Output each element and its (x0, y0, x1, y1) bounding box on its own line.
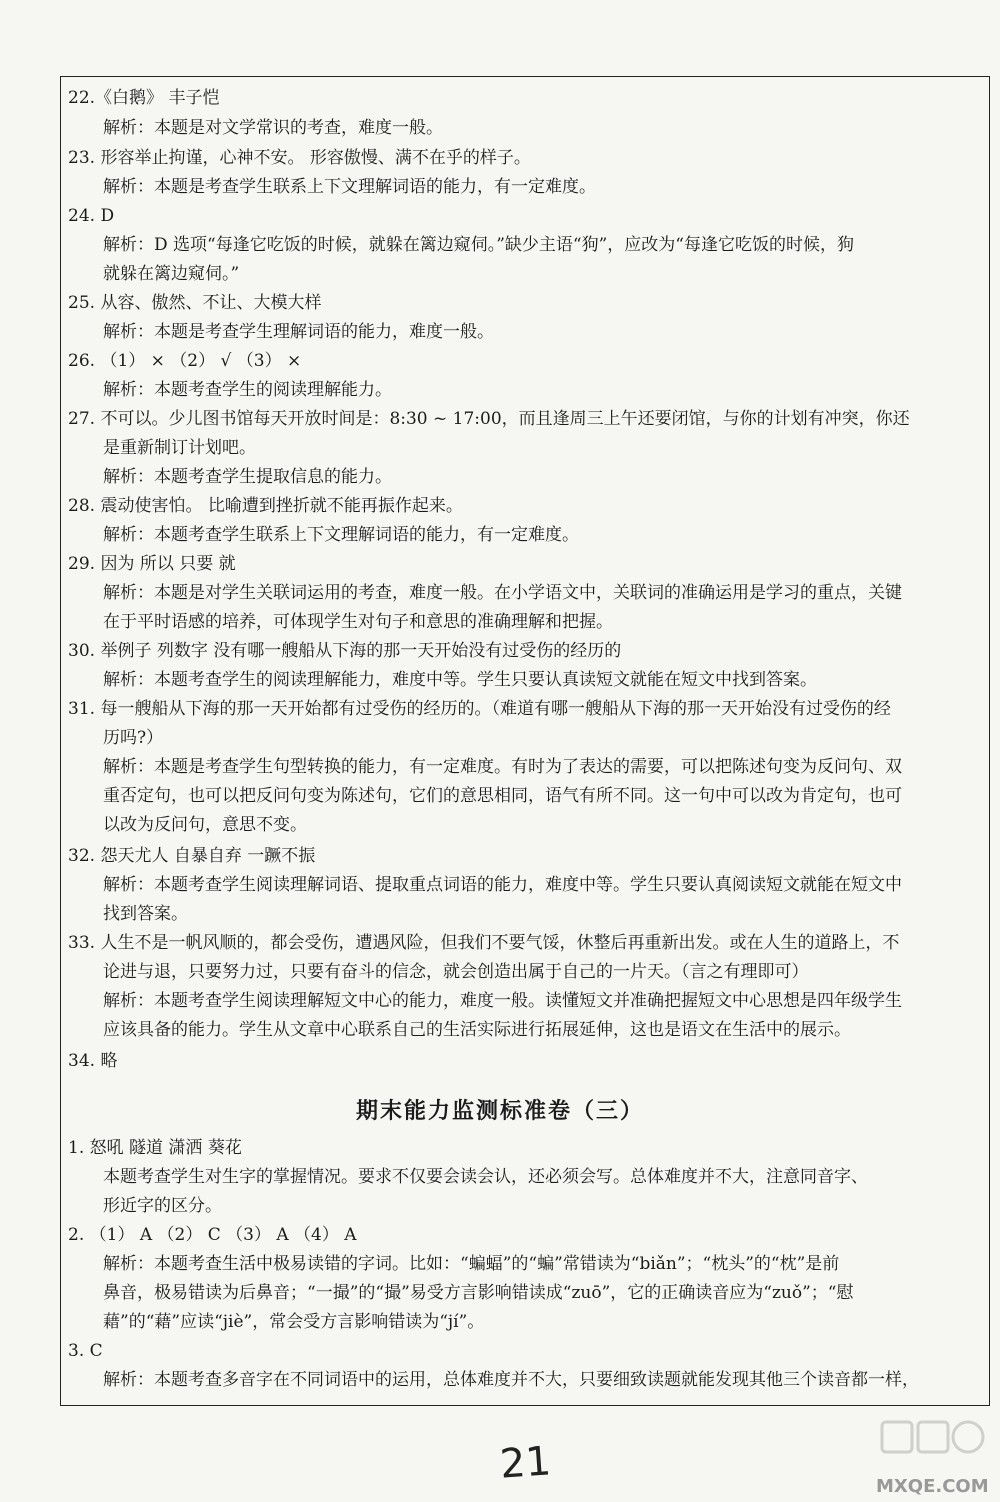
continuation-line: 历吗?） (103, 728, 164, 748)
continuation-line: 在于平时语感的培养，可体现学生对句子和意思的准确理解和把握。 (103, 612, 613, 632)
handwritten-page-number: 21 (498, 1438, 553, 1488)
answer-line: 3. C (68, 1341, 103, 1361)
explanation-line: 解析：本题是对学生关联词运用的考查，难度一般。在小学语文中，关联词的准确运用是学习的重点，关键 (103, 583, 902, 603)
answer-line: 26. （1） × （2） √ （3） × (68, 351, 302, 371)
answer-line: 32. 怨天尤人 自暴自弃 一蹶不振 (68, 846, 316, 866)
watermark-logo-icon (878, 1416, 988, 1476)
continuation-line: 藉”的“藉”应读“jiè”，常会受方言影响错读为“jí”。 (103, 1312, 485, 1332)
answer-line: 25. 从容、傲然、不让、大模大样 (68, 293, 322, 313)
explanation-line: 解析：本题考查学生阅读理解短文中心的能力，难度一般。读懂短文并准确把握短文中心思想是四年级学生 (103, 991, 902, 1011)
watermark-text: MXQE.COM (876, 1476, 989, 1497)
answer-line: 2. （1） A （2） C （3） A （4） A (68, 1225, 357, 1245)
continuation-line: 重否定句，也可以把反问句变为陈述句，它们的意思相同，语气有所不同。这一句中可以改为肯定句，也可 (103, 786, 902, 806)
explanation-line: 解析：本题考查学生提取信息的能力。 (103, 467, 392, 487)
answer-line: 33. 人生不是一帆风顺的，都会受伤，遭遇风险，但我们不要气馁，休整后再重新出发。或在人生的道路上，不 (68, 933, 900, 953)
continuation-line: 应该具备的能力。学生从文章中心联系自己的生活实际进行拓展延伸，这也是语文在生活中的展示。 (103, 1020, 851, 1040)
explanation-line: 解析：本题考查学生阅读理解词语、提取重点词语的能力，难度中等。学生只要认真阅读短文就能在短文中 (103, 875, 902, 895)
answer-line: 30. 举例子 列数字 没有哪一艘船从下海的那一天开始没有过受伤的经历的 (68, 641, 622, 661)
answer-line: 22.《白鹅》 丰子恺 (68, 88, 220, 108)
explanation-line: 解析：本题是对文学常识的考查，难度一般。 (103, 118, 443, 138)
explanation-line: 解析：本题考查学生的阅读理解能力。 (103, 380, 392, 400)
answer-line: 29. 因为 所以 只要 就 (68, 554, 236, 574)
answer-line: 31. 每一艘船从下海的那一天开始都有过受伤的经历的。（难道有哪一艘船从下海的那一天开始没有过受伤的经 (68, 699, 891, 719)
answer-line: 34. 略 (68, 1051, 118, 1071)
explanation-line: 解析：本题考查学生联系上下文理解词语的能力，有一定难度。 (103, 525, 579, 545)
continuation-line: 论进与退，只要努力过，只要有奋斗的信念，就会创造出属于自己的一片天。（言之有理即可） (103, 962, 809, 982)
explanation-line: 解析：本题考查多音字在不同词语中的运用，总体难度并不大，只要细致读题就能发现其他三个读音都一样， (103, 1370, 919, 1390)
answer-line: 1. 怒吼 隧道 潇洒 葵花 (68, 1138, 242, 1158)
explanation-line: 解析：本题是考查学生联系上下文理解词语的能力，有一定难度。 (103, 177, 596, 197)
section-heading: 期末能力监测标准卷（三） (355, 1099, 644, 1124)
answer-line: 28. 震动使害怕。 比喻遭到挫折就不能再振作起来。 (68, 496, 463, 516)
answer-line: 23. 形容举止拘谨，心神不安。 形容傲慢、满不在乎的样子。 (68, 148, 531, 168)
continuation-line: 形近字的区分。 (103, 1196, 222, 1216)
explanation-line: 解析：本题是考查学生理解词语的能力，难度一般。 (103, 322, 494, 342)
explanation-line: 解析：本题是考查学生句型转换的能力，有一定难度。有时为了表达的需要，可以把陈述句变为反问句、双 (103, 757, 902, 777)
continuation-line: 鼻音，极易错读为后鼻音；“一撮”的“撮”易受方言影响错读成“zuō”，它的正确读音应为“zuǒ”；“慰 (103, 1283, 854, 1303)
explanation-line: 解析：本题考查生活中极易读错的字词。比如：“蝙蝠”的“蝙”常错读为“biǎn”；“枕头”的“枕”是前 (103, 1254, 840, 1274)
answer-line: 24. D (68, 206, 115, 226)
continuation-line: 以改为反问句，意思不变。 (103, 815, 307, 835)
continuation-line: 找到答案。 (103, 904, 188, 924)
explanation-line: 解析：D 选项“每逢它吃饭的时候，就躲在篱边窥伺。”缺少主语“狗”，应改为“每逢它吃饭的时候，狗 (103, 235, 854, 255)
answer-line: 27. 不可以。少儿图书馆每天开放时间是：8:30 ~ 17:00，而且逢周三上午还要闭馆，与你的计划有冲突，你还 (68, 409, 910, 429)
continuation-line: 是重新制订计划吧。 (103, 438, 256, 458)
explanation-line: 本题考查学生对生字的掌握情况。要求不仅要会读会认，还必须会写。总体难度并不大，注意同音字、 (103, 1167, 868, 1187)
explanation-line: 解析：本题考查学生的阅读理解能力，难度中等。学生只要认真读短文就能在短文中找到答案。 (103, 670, 817, 690)
continuation-line: 就躲在篱边窥伺。” (103, 264, 240, 284)
